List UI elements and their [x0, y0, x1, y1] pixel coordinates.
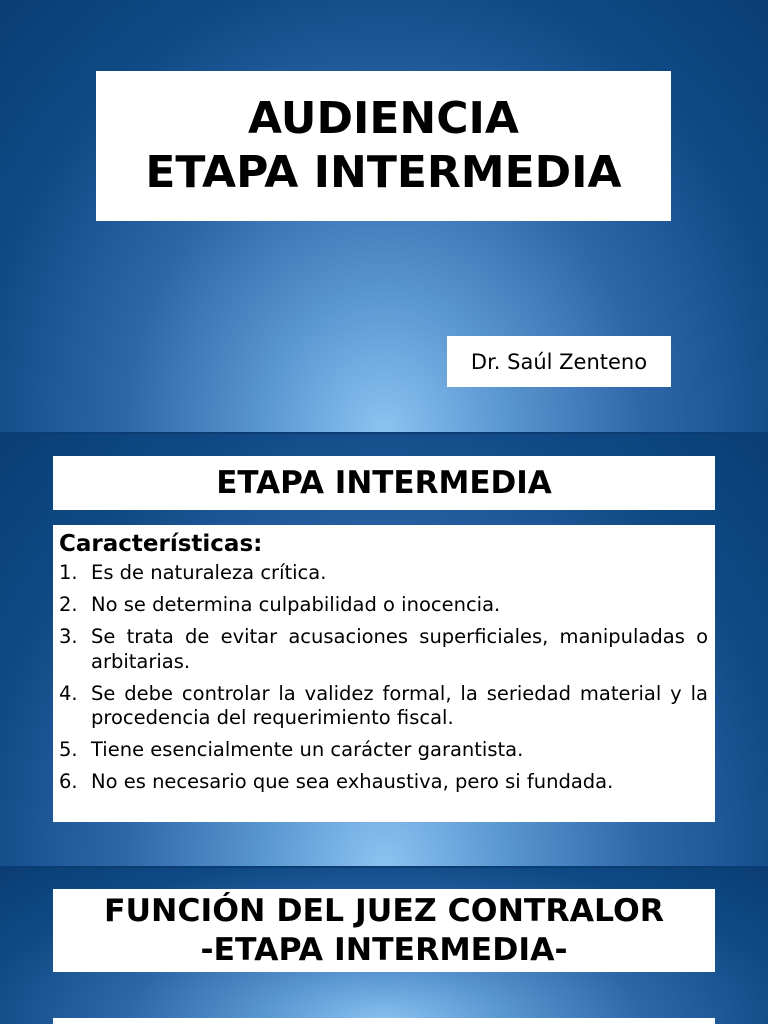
slide-title-box — [53, 889, 715, 972]
list-text: No es necesario que sea exhaustiva, pero si fundada. — [91, 770, 614, 793]
slide-judge-function — [0, 868, 768, 1024]
list-item — [59, 770, 708, 795]
slide-characteristics — [0, 434, 768, 866]
content-box — [53, 1018, 715, 1024]
list-text: No se determina culpabilidad o inocencia. — [91, 593, 501, 616]
author-name: Dr. Saúl Zenteno — [470, 349, 648, 374]
list-number: 6. — [59, 770, 78, 793]
title-line-2: -ETAPA INTERMEDIA- — [200, 931, 568, 968]
slide-title-box — [53, 456, 715, 510]
characteristics-list — [59, 561, 708, 795]
list-item — [59, 561, 708, 586]
list-text: Se debe controlar la validez formal, la seriedad material y la procedencia del requerimiento fiscal. — [91, 681, 708, 729]
title-line-1: AUDIENCIA — [248, 93, 519, 144]
author-box — [447, 336, 671, 387]
list-number: 2. — [59, 593, 78, 616]
title-box — [96, 71, 671, 221]
title-line-1: FUNCIÓN DEL JUEZ CONTRALOR — [103, 892, 665, 929]
list-item — [59, 738, 708, 763]
title-line-2: ETAPA INTERMEDIA — [145, 147, 622, 198]
list-number: 3. — [59, 625, 78, 648]
section-heading: Características: — [59, 531, 263, 557]
content-box — [53, 525, 715, 822]
list-number: 1. — [59, 561, 78, 584]
list-text: Es de naturaleza crítica. — [91, 561, 327, 584]
list-number: 5. — [59, 738, 78, 761]
list-item — [59, 625, 708, 674]
slide-title: ETAPA INTERMEDIA — [216, 465, 552, 501]
presentation-title — [145, 92, 621, 200]
list-number: 4. — [59, 681, 78, 705]
list-text: Se trata de evitar acusaciones superficiales, manipuladas o arbitarias. — [91, 625, 708, 673]
slide-title — [0, 0, 768, 432]
slide-title — [104, 892, 664, 970]
list-text: Tiene esencialmente un carácter garantista. — [91, 738, 524, 761]
list-item — [59, 593, 708, 618]
list-item — [59, 682, 708, 731]
